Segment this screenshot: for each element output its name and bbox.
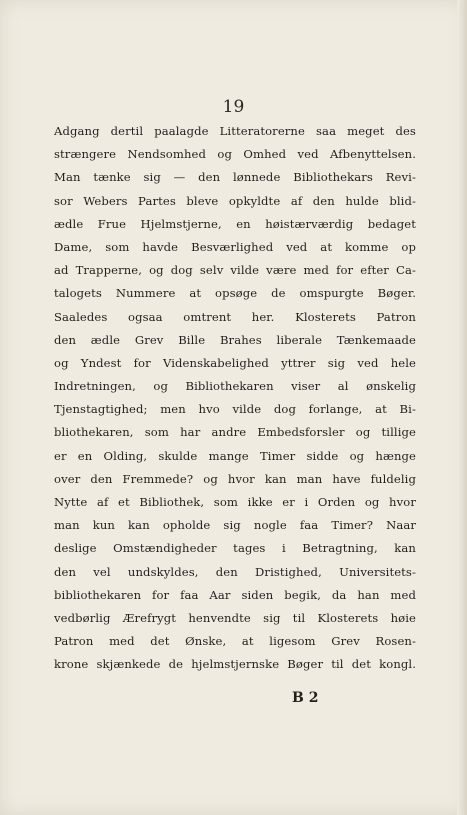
text-line: den ædle Grev Bille Brahes liberale Tænkemaade [54, 332, 416, 347]
text-line: over den Fremmede? og hvor kan man have fuldelig [54, 471, 416, 486]
text-line: Patron med det Ønske, at ligesom Grev Rosen- [54, 634, 416, 649]
text-line: Indretningen, og Bibliothekaren viser al ønskelig [54, 379, 416, 394]
text-line: krone skjænkede de hjelmstjernske Bøger til det kongl. [54, 657, 416, 672]
text-line: og Yndest for Videnskabelighed yttrer sig ved hele [54, 355, 416, 370]
text-line: bliothekaren, som har andre Embedsforsler og tillige [54, 425, 416, 440]
text-line: man kun kan opholde sig nogle faa Timer? Naar [54, 518, 416, 533]
text-line: er en Olding, skulde mange Timer sidde og hænge [54, 448, 416, 463]
text-line: Tjenstagtighed; men hvo vilde dog forlange, at Bi- [54, 402, 416, 417]
text-line: sor Webers Partes bleve opkyldte af den hulde blid- [54, 193, 416, 208]
text-line: strængere Nendsomhed og Omhed ved Afbenyttelsen. [54, 147, 416, 162]
body-text [54, 120, 416, 677]
signature-mark: B 2 [292, 690, 319, 706]
text-line: Dame, som havde Besværlighed ved at komme op [54, 239, 416, 254]
text-line: talogets Nummere at opsøge de omspurgte Bøger. [54, 286, 416, 301]
text-line: vedbørlig Ærefrygt henvendte sig til Klosterets høie [54, 610, 416, 625]
text-line: ædle Frue Hjelmstjerne, en høistærværdig bedaget [54, 216, 416, 231]
page-number: 19 [222, 97, 245, 117]
text-line: Nytte af et Bibliothek, som ikke er i Orden og hvor [54, 495, 416, 509]
text-line: Man tænke sig — den lønnede Bibliothekars Revi- [54, 170, 416, 185]
text-line: Saaledes ogsaa omtrent her. Klosterets Patron [54, 309, 416, 324]
text-line: bibliothekaren for faa Aar siden begik, da han med [54, 587, 416, 602]
text-line: ad Trapperne, og dog selv vilde være med for efter Ca- [54, 263, 416, 278]
page-edge-shadow [457, 0, 467, 815]
text-line: deslige Omstændigheder tages i Betragtning, kan [54, 541, 416, 556]
text-line: den vel undskyldes, den Dristighed, Universitets- [54, 564, 416, 579]
text-line: Adgang dertil paalagde Litteratorerne saa meget des [54, 124, 416, 138]
